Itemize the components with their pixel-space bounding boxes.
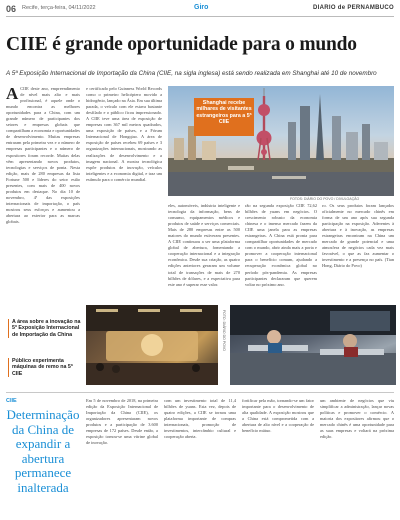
edition-date: Recife, terça-feira, 04/11/2022 (22, 5, 96, 11)
second-story-headline: Determinação da China de expandir a abertura permanece inalterada (6, 407, 80, 495)
exhibition-illustration (86, 305, 218, 385)
second-story-tag: CIIE (6, 398, 17, 404)
page-header (6, 4, 394, 17)
article-column-4 (245, 203, 317, 298)
second-story-column-2 (164, 398, 236, 516)
column-1-text: CIIE deste ano, empreendimento de nível mais alto e mais profissional, é aquele onde o mundo encontra as melhores oportunidades para a China, com um grande número de participantes dos setores e empresas globais que compartilham a economia e oportunidades de desenvolvimento. Muitas empresas entraram pela primeira vez e o número de empresas participantes e o número de expositores foram recorde. Muitas delas vêm apresentando novos produtos, tecnologias e serviços de ponta. Nesta edição, mais de 280 empresas da lista Fortune 500 e líderes do setor estão presentes, com mais de 400 novos produtos em destaque. No dia 10 de novembro, 4ª das exposições internacionais de importação, o país mostrou seus esforços e aumentou a abertura ao exterior para as marcas globais. (6, 86, 80, 225)
section-divider (6, 392, 394, 393)
exhibition-hall-photo (86, 305, 218, 385)
caption-innovation-area: A área sobre a inovação na 5ª Exposição Internacional de Importação da China (8, 319, 84, 338)
drop-cap: A (6, 86, 19, 103)
second-story-column-4 (320, 398, 394, 516)
rowing-machines-photo (230, 305, 396, 385)
second-story-column-3 (242, 398, 314, 516)
article-column-1 (6, 86, 80, 298)
column-5-text: ro. Os seus produtos foram lançados oficialmente no mercado chinês em forma de um ano após sua segunda participação na exposição. Aderentes à abertura e à inovação, as empresas estrangeiras encontram na China um mercado de grande potencial e uma atmosfera de negócios cada vez mais favorável, o que as faz aumentar o investimento e a presença no país. (Tian Hong, Diário do Povo) (322, 203, 394, 269)
column-4-text: rão na segunda exposição CIIE 72,62 bilhões de yuans em negócios. O crescimento robusto da economia chinesa e o imenso mercado fazem da CIIE uma janela para as empresas estrangeiras. A China está pronta para compartilhar oportunidades de mercado com o mundo, abrir ainda mais a porta e promover a cooperação internacional para o benefício comum, ajudando a recuperação econômica global no período pós-pandemia. As empresas participantes declararam que querem voltar no próximo ano. (245, 203, 317, 287)
section-name: Giro (194, 4, 209, 11)
main-headline: CIIE é grande oportunidade para o mundo (6, 34, 357, 55)
photo-callout-box: Shanghai recebe milhares de visitantes estrangeiros para a 5ª CIIE (194, 98, 254, 136)
photo-credit-2: FOTO: DIÁRIO DO POVO (222, 310, 226, 351)
article-column-2 (86, 86, 162, 298)
second-column-2-text: com um investimento total de 11,4 bilhões de yuans. Esta vez, depois de quatro edições, a CIIE se tornou uma plataforma importante de compras internacionais, promoção de investimentos, intercâmbio cultural e cooperação aberta. (164, 398, 236, 440)
column-3-text: eles, automóveis, indústria inteligente e tecnologia da informação, bens de consumo, equipamentos médicos e produtos de saúde e serviços comerciais. Mais de 280 empresas entre as 500 maiores do mundo estiveram presentes. A CIIE continuou a ser uma plataforma global de abertura, fomentando a cooperação internacional e a integração econômica. Desde sua criação, as quatro edições anteriores geraram um volume total de transações de mais de 270 bilhões de dólares, e a expectativa para este ano é superar esse valor. (168, 203, 240, 287)
photo-credit-1: FOTOS: DIÁRIO DO POVO / DIVULGAÇÃO (290, 197, 360, 201)
page-number: 06 (6, 4, 17, 14)
caption-rowing-machines: Público experimenta máquinas de remo na 5ª CIIE (8, 358, 84, 377)
second-column-4-text: um ambiente de negócios que viu simplificar a administração, lançar novas políticas e promover o comércio. A maioria dos expositores afirmou que o mercado chinês é uma oportunidade para as suas empresas e voltará na próxima edição. (320, 398, 394, 440)
rowing-illustration (230, 305, 396, 385)
second-column-1-text: Em 5 de novembro de 2018, na primeira edição da Exposição Internacional de Importação da China (CIIE), os organizadores apresentaram novos produtos e a participação de 3.600 empresas de 172 países. Desde então, a exposição tornou-se uma vitrine global de inovação. (86, 398, 158, 446)
second-column-3-text: fortificar pela mão, tornando-se um fator importante para o desenvolvimento de alta qualidade. A exposição mostrou que a China está comprometida com a abertura de alto nível e a cooperação de benefício mútuo. (242, 398, 314, 434)
headline-deck: A 5ª Exposição Internacional de Importação da China (CIIE, na sigla inglesa) está sendo realizada em Shanghai até 10 de novembro (6, 70, 377, 77)
article-column-3 (168, 203, 240, 298)
column-2-text: e certificado pelo Guinness World Records como o primeiro helicóptero movido a hidrogênio, lançado na Ásia. Em sua última parada, o veículo com ele estava bastante desfilado e o público ficou impressionado. A CIIE teve uma área de exposição de empresas com 367 mil metros quadrados, uma exposição de países, e a Fórum Internacional de Hongqiao. A área de exposição de países recebeu 69 países e 3 organizações internacionais, mostrando as realizações de desenvolvimento e a imagem nacional. A mostra tecnológica expõe produtos de inovação, veículos inteligentes e a economia digital, e traz um estímulo para o comércio mundial. (86, 86, 162, 182)
masthead: DIARIO de PERNAMBUCO (312, 5, 394, 11)
second-story-column-1 (86, 398, 158, 516)
article-column-5 (322, 203, 394, 298)
